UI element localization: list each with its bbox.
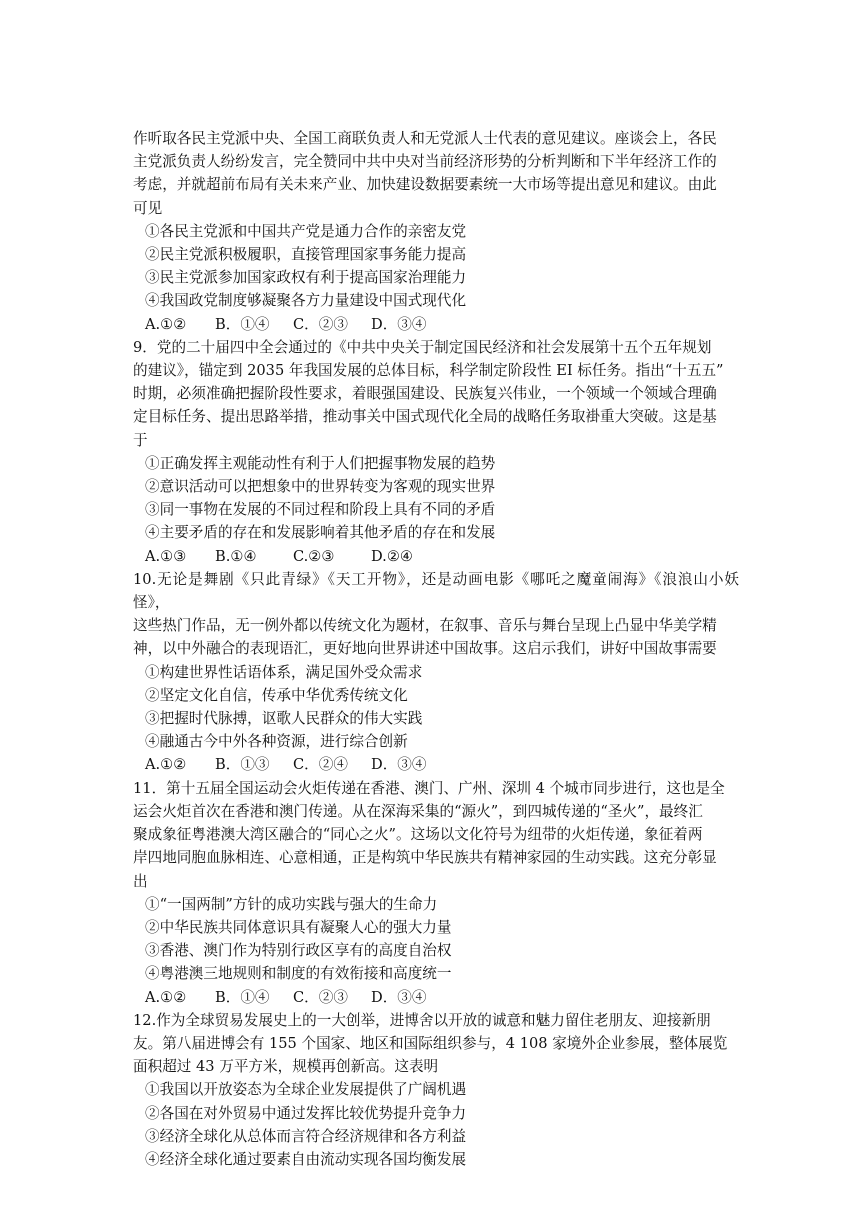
option-1: ①正确发挥主观能动性有利于人们把握事物发展的趋势 [145,454,496,472]
stem-line: 神，以中外融合的表现语汇，更好地向世界讲述中国故事。这启示我们，讲好中国故事需要 [133,640,717,658]
question-stem [133,568,739,661]
choice-c: C．②③ [293,315,348,333]
answer-choices [133,986,739,1009]
question-stem [133,777,739,893]
exam-content [133,127,739,1171]
answer-choices [133,545,739,568]
option-3: ③把握时代脉搏，讴歌人民群众的伟大实践 [145,710,423,728]
choice-c: C．②③ [293,988,348,1006]
choice-d: D.②④ [371,547,413,565]
question-11 [133,777,739,1009]
option-4: ④我国政党制度够凝聚各方力量建设中国式现代化 [145,292,467,310]
option-1: ①各民主党派和中国共产党是通力合作的亲密友党 [145,222,467,240]
choice-a: A.①② [145,756,187,774]
option-3: ③香港、澳门作为特别行政区享有的高度自治权 [145,942,452,960]
choice-b: B．①④ [215,988,270,1006]
stem-line: 聚成象征粤港澳大湾区融合的“同心之火”。这场以文化符号为纽带的火炬传递，象征着两 [133,826,703,844]
option-1: ①“一国两制”方针的成功实践与强大的生命力 [145,895,438,913]
option-3: ③民主党派参加国家政权有利于提高国家治理能力 [145,269,467,287]
choice-d: D．③④ [371,756,427,774]
choice-c: C．②④ [293,756,348,774]
stem-line: 主党派负责人纷纷发言，完全赞同中共中央对当前经济形势的分析判断和下半年经济工作的 [133,153,717,171]
stem-line: 运会火炬首次在香港和澳门传递。从在深海采集的“源火”，到四城传递的“圣火”，最终汇 [133,802,703,820]
choice-a: A.①③ [145,547,187,565]
choice-a: A.①② [145,988,187,1006]
stem-line: 考虑，并就超前布局有关未来产业、加快建设数据要素统一大市场等提出意见和建议。由此 [133,176,717,194]
stem-line: 出 [133,872,148,890]
answer-choices [133,313,739,336]
option-4: ④经济全球化通过要素自由流动实现各国均衡发展 [145,1150,467,1168]
stem-line: 10.无论是舞剧《只此青绿》《天工开物》，还是动画电影《哪吒之魔童闹海》《浪浪山小妖怪》， [133,570,739,612]
answer-choices [133,753,739,776]
question-stem [133,336,739,452]
stem-line: 面积超过 43 万平方米，规模再创新高。这表明 [133,1058,439,1076]
option-2: ②各国在对外贸易中通过发挥比较优势提升竞争力 [145,1104,467,1122]
option-2: ②坚定文化自信，传承中华优秀传统文化 [145,686,408,704]
choice-d: D．③④ [371,315,427,333]
option-3: ③同一事物在发展的不同过程和阶段上具有不同的矛盾 [145,501,496,519]
choice-b: B.①④ [215,547,257,565]
choice-b: B．①③ [215,756,270,774]
stem-line: 9．党的二十届四中全会通过的《中共中央关于制定国民经济和社会发展第十五个五年规划 [133,338,712,356]
stem-line: 定目标任务、提出思路举措，推动事关中国式现代化全局的战略任务取褂重大突破。这是基 [133,408,717,426]
option-1: ①我国以开放姿态为全球企业发展提供了广阔机遇 [145,1081,467,1099]
option-4: ④粤港澳三地规则和制度的有效衔接和高度统一 [145,965,452,983]
choice-c: C.②③ [293,547,335,565]
question-stem [133,127,739,220]
stem-line: 的建议》，锚定到 2035 年我国发展的总体目标，科学制定阶段性 EI 标任务。指出“十五五” [133,362,724,380]
question-8 [133,127,739,336]
question-9 [133,336,739,568]
stem-line: 这些热门作品，无一例外都以传统文化为题材，在叙事、音乐与舞台呈现上凸显中华美学精 [133,617,717,635]
option-4: ④融通古今中外各种资源，进行综合创新 [145,733,408,751]
stem-line: 作听取各民主党派中央、全国工商联负责人和无党派人士代表的意见建议。座谈会上，各民 [133,130,717,147]
choice-b: B．①④ [215,315,270,333]
option-2: ②民主党派积极履职，直接管理国家事务能力提高 [145,246,467,264]
choice-a: A.①② [145,315,187,333]
stem-line: 岸四地同胞血脉相连、心意相通，正是构筑中华民族共有精神家园的生动实践。这充分彰显 [133,849,717,867]
choice-d: D．③④ [371,988,427,1006]
option-2: ②意识活动可以把想象中的世界转变为客观的现实世界 [145,478,496,496]
stem-line: 于 [133,431,148,449]
stem-line: 12.作为全球贸易发展史上的一大创举，进博舍以开放的诚意和魅力留住老朋友、迎接新朋 [133,1011,711,1029]
stem-line: 友。第八届进博会有 155 个国家、地区和国际组织参与，4 108 家境外企业参展，整体展览 [133,1034,728,1052]
question-12 [133,1009,739,1171]
stem-line: 可见 [133,199,163,217]
option-1: ①构建世界性话语体系，满足国外受众需求 [145,663,423,681]
question-10 [133,568,739,777]
stem-line: 11．第十五届全国运动会火炬传递在香港、澳门、广州、深圳 4 个城市同步进行，这也是全 [133,779,725,797]
option-4: ④主要矛盾的存在和发展影响着其他矛盾的存在和发展 [145,524,496,542]
option-2: ②中华民族共同体意识具有凝聚人心的强大力量 [145,918,452,936]
stem-line: 时期，必须准确把握阶段性要求，着眼强国建设、民族复兴伟业，一个领域一个领域合理确 [133,385,717,403]
question-stem [133,1009,739,1079]
option-3: ③经济全球化从总体而言符合经济规律和各方利益 [145,1127,467,1145]
